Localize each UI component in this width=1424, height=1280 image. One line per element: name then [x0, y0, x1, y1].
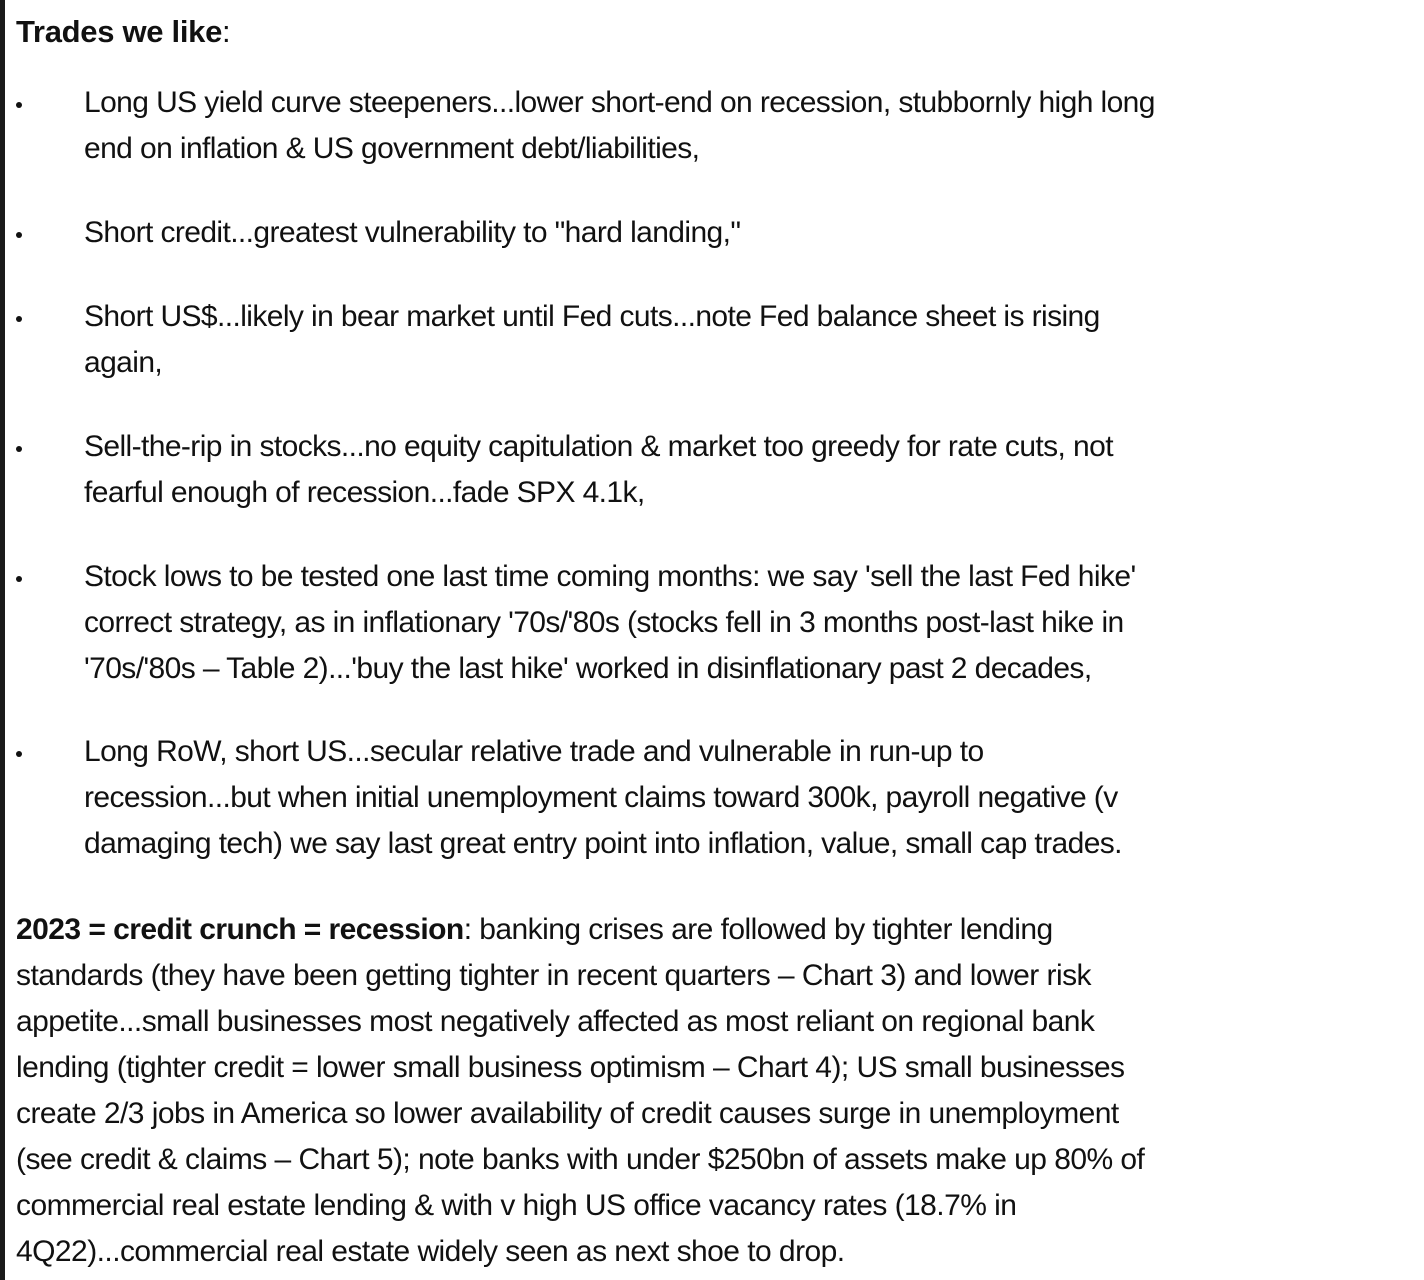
- list-item-line: Short credit...greatest vulnerability to "hard landing,": [84, 216, 741, 249]
- list-item: [16, 294, 1411, 386]
- list-item-line: Sell-the-rip in stocks...no equity capitulation & market too greedy for rate cuts, not: [84, 430, 1113, 463]
- list-item: [16, 210, 1411, 256]
- list-item-line: '70s/'80s – Table 2)...'buy the last hike' worked in disinflationary past 2 decades,: [84, 652, 1092, 685]
- list-item: [16, 80, 1411, 172]
- list-item-line: Short US$...likely in bear market until Fed cuts...note Fed balance sheet is rising: [84, 300, 1100, 333]
- list-item-line: fearful enough of recession...fade SPX 4.1k,: [84, 476, 645, 509]
- bullet-icon: [16, 751, 22, 757]
- paragraph-first-line-text: : banking crises are followed by tighter lending: [463, 913, 1053, 946]
- list-item: [16, 424, 1411, 516]
- credit-crunch-paragraph: [16, 907, 1411, 1275]
- paragraph-bold-recession: recession: [328, 913, 464, 946]
- list-item-line: end on inflation & US government debt/liabilities,: [84, 132, 700, 165]
- paragraph-line: (see credit & claims – Chart 5); note banks with under $250bn of assets make up 80% of: [16, 1143, 1145, 1176]
- list-item-line: Long US yield curve steepeners...lower short-end on recession, stubbornly high long: [84, 86, 1155, 119]
- paragraph-line: lending (tighter credit = lower small business optimism – Chart 4); US small businesses: [16, 1051, 1125, 1084]
- section-heading: [16, 10, 1411, 54]
- paragraph-line: commercial real estate lending & with v high US office vacancy rates (18.7% in: [16, 1189, 1017, 1222]
- paragraph-bold-credit-crunch: credit crunch: [113, 913, 296, 946]
- heading-label: Trades we like: [16, 14, 223, 49]
- list-item-line: Long RoW, short US...secular relative trade and vulnerable in run-up to: [84, 735, 984, 768]
- paragraph-bold-year: 2023: [16, 913, 81, 946]
- bullet-icon: [16, 316, 22, 322]
- paragraph-line: 4Q22)...commercial real estate widely seen as next shoe to drop.: [16, 1235, 845, 1268]
- list-item-line: Stock lows to be tested one last time coming months: we say 'sell the last Fed hike': [84, 560, 1136, 593]
- paragraph-line: [16, 907, 1411, 953]
- paragraph-bold-eq: =: [80, 913, 114, 946]
- paragraph-line: standards (they have been getting tighter in recent quarters – Chart 3) and lower risk: [16, 959, 1091, 992]
- list-item-line: damaging tech) we say last great entry point into inflation, value, small cap trades.: [84, 827, 1122, 860]
- paragraph-line: appetite...small businesses most negatively affected as most reliant on regional bank: [16, 1005, 1095, 1038]
- heading-colon: :: [222, 14, 231, 49]
- bullet-icon: [16, 576, 22, 582]
- left-border-rule: [0, 0, 5, 1280]
- document-body: [16, 10, 1411, 1275]
- list-item-line: correct strategy, as in inflationary '70s/'80s (stocks fell in 3 months post-last hike in: [84, 606, 1124, 639]
- paragraph-line: create 2/3 jobs in America so lower availability of credit causes surge in unemployment: [16, 1097, 1119, 1130]
- bullet-icon: [16, 446, 22, 452]
- trades-list: [16, 80, 1411, 867]
- list-item: [16, 554, 1411, 692]
- bullet-icon: [16, 102, 22, 108]
- list-item-line: again,: [84, 346, 163, 379]
- bullet-icon: [16, 232, 22, 238]
- list-item: [16, 729, 1411, 867]
- paragraph-bold-eq: =: [296, 913, 329, 946]
- list-item-line: recession...but when initial unemployment claims toward 300k, payroll negative (v: [84, 781, 1118, 814]
